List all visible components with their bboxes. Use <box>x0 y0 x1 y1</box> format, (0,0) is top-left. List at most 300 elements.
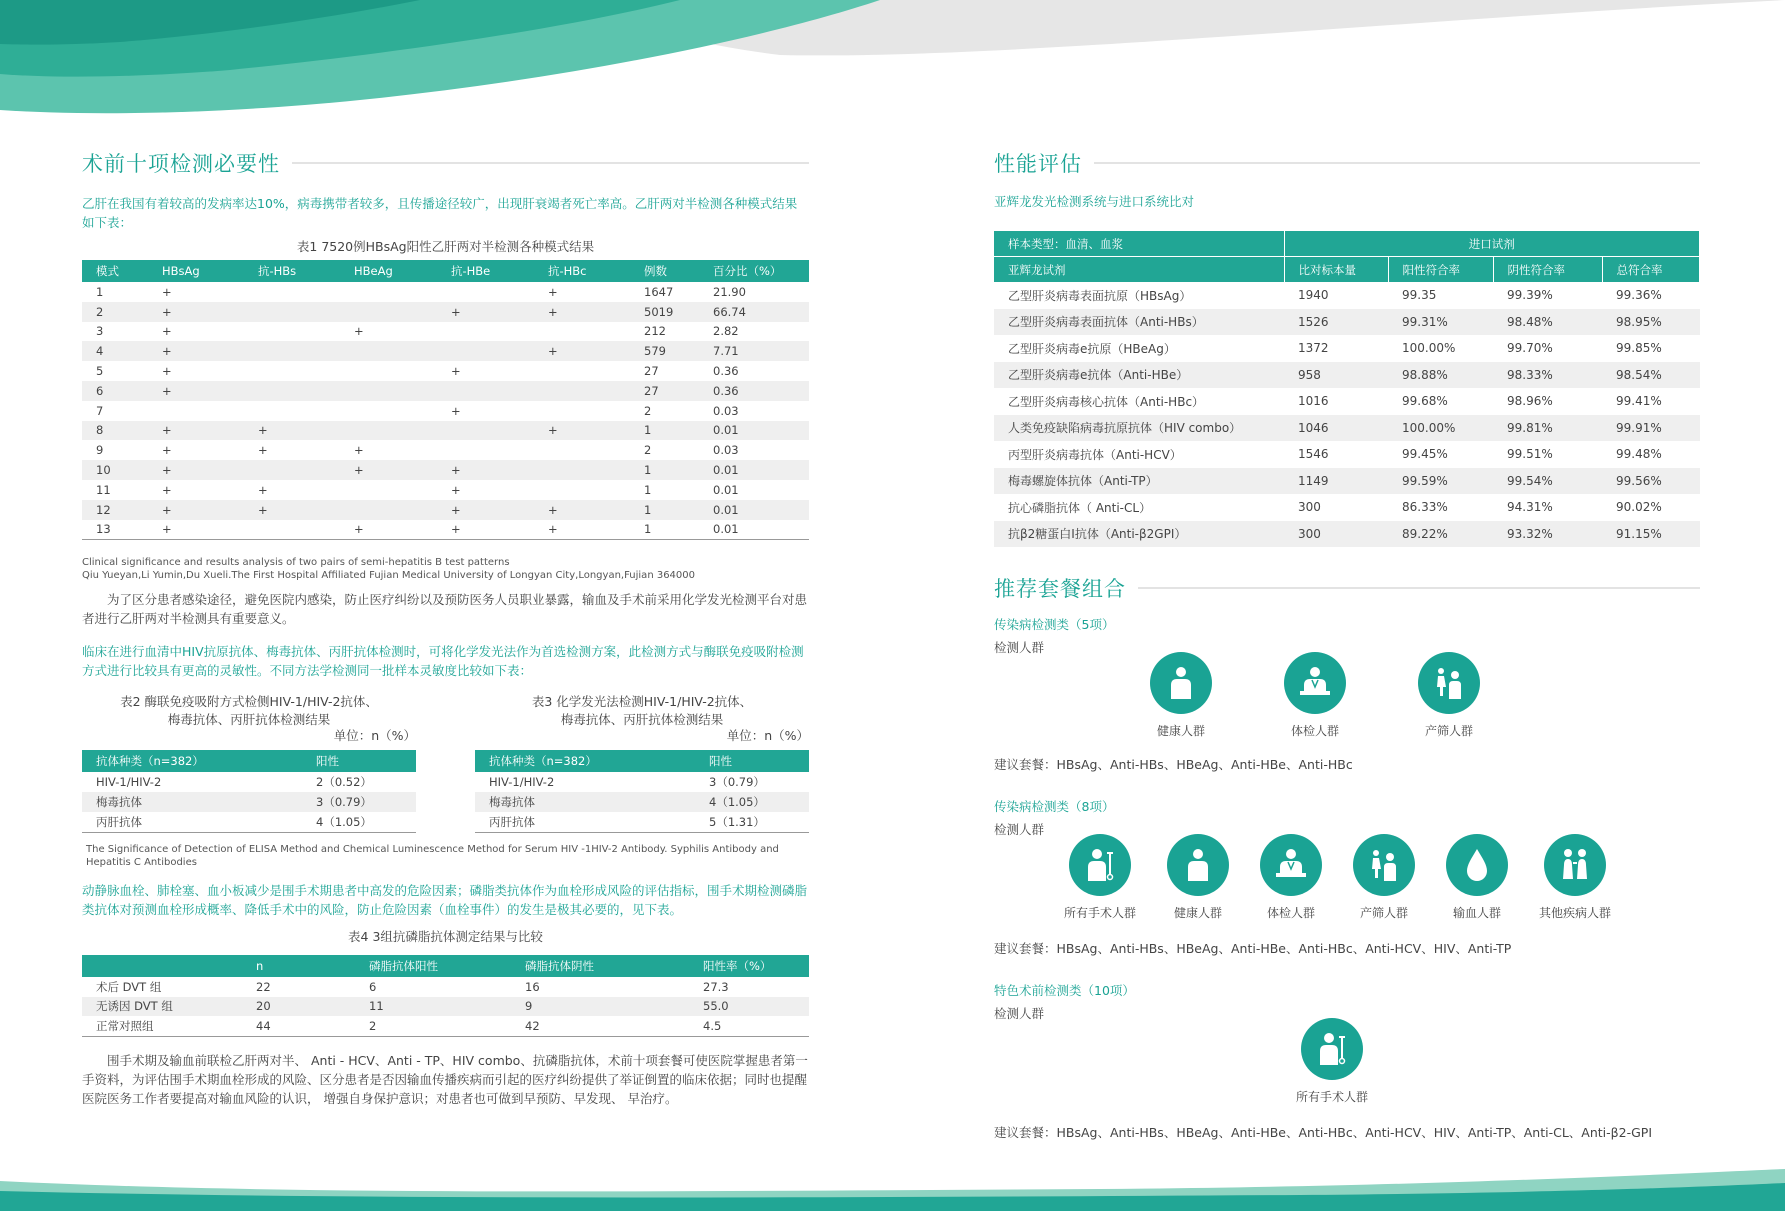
title-rule <box>292 162 809 164</box>
title-rule <box>1094 162 1700 164</box>
table-cell: 16 <box>525 979 540 994</box>
table-cell <box>534 401 630 421</box>
table-cell: 99.45% <box>1402 447 1448 462</box>
table-cell: 人类免疫缺陷病毒抗原抗体（HIV combo） <box>994 415 1284 442</box>
table-row <box>994 388 1700 415</box>
table-row <box>82 977 809 997</box>
table-row <box>82 460 809 480</box>
table-cell: 27 <box>630 381 699 401</box>
table-cell: 1 <box>630 460 699 480</box>
table-cell: 1526 <box>1284 309 1388 336</box>
perf-head-import: 进口试剂 <box>1284 231 1700 257</box>
table-row <box>82 1016 809 1036</box>
table-cell: + <box>451 482 461 497</box>
table-cell: 梅毒抗体 <box>82 792 302 812</box>
table-cell: 66.74 <box>699 302 809 322</box>
table-cell: + <box>354 443 364 458</box>
table-cell: 55.0 <box>689 997 809 1017</box>
table-cell: 7.71 <box>699 341 809 361</box>
table-cell <box>534 361 630 381</box>
table-cell: 1046 <box>1284 415 1388 442</box>
table-row <box>994 521 1700 548</box>
table-row <box>82 440 809 460</box>
population-label: 产筛人群 <box>1424 724 1473 738</box>
table-cell: 579 <box>630 341 699 361</box>
doctor-icon <box>1260 834 1322 896</box>
table-cell: 1 <box>630 421 699 441</box>
pack2-title: 传染病检测类（8项） <box>994 799 1115 814</box>
pack1-title: 传染病检测类（5项） <box>994 617 1115 632</box>
table-cell: 99.31% <box>1388 309 1493 336</box>
table-cell: 梅毒抗体 <box>475 792 695 812</box>
table-cell: 98.54% <box>1602 362 1700 389</box>
table23-note: The Significance of Detection of ELISA Method and Chemical Luminescence Method for Serum HIV -1HIV-2 Antibody. Syphilis Antibody and Hepatitis C Antibodies <box>86 843 779 868</box>
table-cell: 1647 <box>644 284 674 299</box>
table-cell: + <box>148 302 244 322</box>
table-cell: 11 <box>355 997 511 1017</box>
table-cell: + <box>162 443 172 458</box>
table-cell: 1940 <box>1298 288 1329 303</box>
table-cell: 丙肝抗体 <box>96 814 142 829</box>
table-cell: 乙型肝炎病毒核心抗体（Anti-HBc） <box>1008 394 1205 409</box>
surgery-icon <box>1301 1018 1363 1080</box>
table-cell: + <box>534 500 630 520</box>
table-cell: 6 <box>82 381 148 401</box>
table-row <box>994 441 1700 468</box>
hbv-pattern-table <box>82 260 809 540</box>
population-label: 所有手术人群 <box>1064 906 1137 920</box>
table-cell: 正常对照组 <box>96 1019 154 1034</box>
table-cell: + <box>148 341 244 361</box>
table-cell: + <box>148 460 244 480</box>
table-header-cell: 阳性 <box>695 750 809 772</box>
table-cell: + <box>148 500 244 520</box>
pack3-sub: 检测人群 <box>994 1006 1045 1021</box>
table-cell: 6 <box>369 979 377 994</box>
table-cell: + <box>534 341 630 361</box>
table-cell: 100.00% <box>1402 341 1456 356</box>
table-header-cell: HBsAg <box>148 260 244 282</box>
table-cell <box>340 361 437 381</box>
table-cell: 44 <box>256 1019 271 1034</box>
table-cell: 90.02% <box>1616 500 1662 515</box>
table-cell: + <box>451 522 461 537</box>
pack2-sub: 检测人群 <box>994 822 1045 837</box>
patient-icon <box>1544 834 1606 896</box>
table-cell <box>340 381 437 401</box>
table-row <box>82 997 809 1017</box>
table-cell <box>340 401 437 421</box>
table-cell: 89.22% <box>1388 521 1493 548</box>
table-cell: 22 <box>256 979 271 994</box>
table-cell <box>437 282 534 302</box>
table-cell: + <box>162 284 172 299</box>
table-row <box>82 792 416 812</box>
table-header-cell: 总符合率 <box>1602 257 1700 283</box>
performance-table <box>994 231 1700 547</box>
table-cell: 4.5 <box>703 1019 722 1034</box>
table-cell: 无诱因 DVT 组 <box>82 997 242 1017</box>
table4-caption: 表4 3组抗磷脂抗体测定结果与比较 <box>348 928 543 944</box>
table-cell: 5（1.31） <box>709 814 765 829</box>
table-row <box>994 282 1700 309</box>
table-cell <box>340 421 437 441</box>
table-header-cell: 亚辉龙试剂 <box>994 257 1284 283</box>
population-item <box>1064 834 1136 921</box>
table-row <box>994 415 1700 442</box>
table-cell: 99.70% <box>1507 341 1553 356</box>
left-column <box>82 148 809 1108</box>
table-cell: 13 <box>96 522 111 537</box>
table-header-cell: 模式 <box>82 260 148 282</box>
table-cell <box>534 480 630 500</box>
pack3-icon-row <box>994 1018 1700 1105</box>
table-header-cell: 磷脂抗体阳性 <box>355 955 511 977</box>
table-cell: 99.39% <box>1507 288 1553 303</box>
perf-subtitle: 亚辉龙发光检测系统与进口系统比对 <box>994 194 1195 209</box>
table-cell: 300 <box>1298 500 1321 515</box>
table-row <box>994 494 1700 521</box>
table-cell: 98.48% <box>1493 309 1602 336</box>
table-header-cell: 抗体种类（n=382） <box>82 750 302 772</box>
table-cell: 2 <box>82 302 148 322</box>
table-cell: 1 <box>644 522 652 537</box>
table-header-cell: 磷脂抗体阴性 <box>511 955 689 977</box>
person-icon <box>1150 652 1212 714</box>
table3-caption-line2: 梅毒抗体、丙肝抗体检测结果 <box>560 712 724 728</box>
prenatal-icon <box>1418 652 1480 714</box>
prenatal-icon <box>1353 834 1415 896</box>
table-cell: 4（1.05） <box>316 814 372 829</box>
pack2-icon-row <box>994 834 1700 921</box>
person-icon <box>1167 834 1229 896</box>
table-cell: 1 <box>96 284 104 299</box>
table-cell: 1149 <box>1284 468 1388 495</box>
pack1-sub: 检测人群 <box>994 640 1045 655</box>
table-cell: 9 <box>511 997 689 1017</box>
table-cell: 99.41% <box>1616 394 1662 409</box>
table-cell: 乙型肝炎病毒表面抗原（HBsAg） <box>1008 288 1192 303</box>
table-cell: + <box>437 460 534 480</box>
table-cell <box>244 341 340 361</box>
table1-note-line1: Clinical significance and results analysis of two pairs of semi-hepatitis B test patterns <box>82 557 510 569</box>
table-cell <box>340 282 437 302</box>
table-cell: 4 <box>82 341 148 361</box>
table-cell: + <box>162 522 172 537</box>
table-cell: + <box>148 381 244 401</box>
table-cell: 0.03 <box>713 403 739 418</box>
table-row <box>82 302 809 322</box>
table1-caption: 表1 7520例HBsAg阳性乙肝两对半检测各种模式结果 <box>296 239 595 254</box>
table-header-cell: 阳性符合率 <box>1388 257 1493 283</box>
population-label: 所有手术人群 <box>1296 1090 1369 1104</box>
table-cell <box>534 322 630 342</box>
table-row <box>82 282 809 302</box>
table-cell: + <box>548 522 558 537</box>
table-row <box>82 520 809 540</box>
table-cell: HIV-1/HIV-2 <box>96 775 162 790</box>
table-row <box>994 309 1700 336</box>
table-cell: 0.01 <box>699 460 809 480</box>
table-cell: + <box>354 522 364 537</box>
table-cell: 27 <box>644 364 659 379</box>
pack1-icon-row <box>994 652 1700 739</box>
table-cell: 2 <box>369 1019 377 1034</box>
table2-caption-line1: 表2 酶联免疫吸附方式检侧HIV-1/HIV-2抗体、 <box>120 694 378 710</box>
table-cell: 1 <box>630 500 699 520</box>
table-header-cell <box>82 955 242 977</box>
table-cell <box>244 322 340 342</box>
right-title: 性能评估 <box>994 152 1082 176</box>
left-section-heading <box>82 148 809 178</box>
table-row <box>475 812 809 832</box>
table-header-cell: 阳性率（%） <box>689 955 809 977</box>
population-item <box>1284 652 1346 739</box>
table-cell: 8 <box>82 421 148 441</box>
table-cell: + <box>244 421 340 441</box>
table-row <box>82 480 809 500</box>
table-cell <box>437 440 534 460</box>
doctor-icon <box>1284 652 1346 714</box>
table-row <box>82 322 809 342</box>
rec-title: 推荐套餐组合 <box>994 577 1126 601</box>
rec-section-heading <box>994 573 1700 603</box>
table-cell: + <box>148 421 244 441</box>
table-row <box>475 772 809 792</box>
table-cell: 2 <box>644 443 652 458</box>
table-cell: 99.36% <box>1616 288 1662 303</box>
table-row <box>82 812 416 832</box>
perf-head-sample-type: 样本类型：血清、血浆 <box>994 231 1284 257</box>
antiphospholipid-table <box>82 955 809 1037</box>
table-row <box>82 401 809 421</box>
table-cell: 100.00% <box>1388 415 1493 442</box>
para-hiv-detection: 临床在进行血清中HIV抗原抗体、梅毒抗体、丙肝抗体检测时，可将化学发光法作为首选检测方案，此检测方式与酶联免疫吸附检测方式进行比较具有更高的灵敏性。不同方法学检测同一批样本灵敏度比较如下表： <box>82 644 804 679</box>
pack2-suggest: 建议套餐：HBsAg、Anti-HBs、HBeAg、Anti-HBe、Anti-HBc、Anti-HCV、HIV、Anti-TP <box>994 941 1512 956</box>
table-cell <box>340 480 437 500</box>
table-cell: 99.68% <box>1402 394 1448 409</box>
table-cell: + <box>451 403 461 418</box>
table-cell: 99.59% <box>1388 468 1493 495</box>
population-label: 其他疾病人群 <box>1539 906 1612 920</box>
table-cell: + <box>244 500 340 520</box>
table-cell: HIV-1/HIV-2 <box>489 775 555 790</box>
pack1-suggest: 建议套餐：HBsAg、Anti-HBs、HBeAg、Anti-HBe、Anti-HBc <box>994 757 1353 772</box>
table-header-cell: 抗-HBs <box>244 260 340 282</box>
table-cell: 300 <box>1284 521 1388 548</box>
table-cell: 3（0.79） <box>709 775 765 790</box>
table-cell: 27.3 <box>703 979 729 994</box>
table-cell: 98.88% <box>1388 362 1493 389</box>
table-cell: + <box>437 500 534 520</box>
table-cell: + <box>548 284 558 299</box>
table-cell: 5 <box>96 364 104 379</box>
population-label: 体检人群 <box>1267 906 1316 920</box>
table-header-cell: 百分比（%） <box>699 260 809 282</box>
table-cell: 丙型肝炎病毒抗体（Anti-HCV） <box>1008 447 1182 462</box>
table-cell: 梅毒螺旋体抗体（Anti-TP） <box>994 468 1284 495</box>
table-cell: 丙肝抗体 <box>489 814 535 829</box>
table-cell <box>437 421 534 441</box>
table-cell <box>244 282 340 302</box>
table-row <box>994 362 1700 389</box>
table-cell: 抗β2糖蛋白Ⅰ抗体（Anti-β2GPⅠ） <box>994 521 1284 548</box>
population-item <box>1418 652 1480 739</box>
pack3-title: 特色术前检测类（10项） <box>994 983 1135 998</box>
table-cell: 1016 <box>1298 394 1329 409</box>
table-cell <box>340 500 437 520</box>
table3-unit: 单位：n（%） <box>726 728 809 744</box>
table-row <box>82 772 416 792</box>
table-row <box>82 500 809 520</box>
table-cell <box>244 401 340 421</box>
table-header-cell: 例数 <box>630 260 699 282</box>
table-cell: 0.36 <box>713 364 739 379</box>
table-cell <box>437 322 534 342</box>
table-cell: 5019 <box>630 302 699 322</box>
table-cell: + <box>437 302 534 322</box>
para-conclusion: 围手术期及输血前联检乙肝两对半、 Anti - HCV、Anti - TP、HIV combo、抗磷脂抗体，术前十项套餐可使医院掌握患者第一手资料，为评估围手术期血栓形成的风险、区分患者是否因输血传播疾病而引起的医疗纠纷提供了举证倒置的临床依据；同时也提醒医院医务工作者要提高对输血风险的认识， 增强自身保护意识；对患者也可做到早预防、早发现、 早治疗。 <box>82 1053 808 1107</box>
left-title: 术前十项检测必要性 <box>82 152 280 176</box>
table-cell <box>244 381 340 401</box>
table-row <box>475 792 809 812</box>
table-row <box>994 468 1700 495</box>
table2-block <box>82 692 416 832</box>
table-row <box>82 421 809 441</box>
table-cell: 抗心磷脂抗体（ Anti-CL） <box>1008 500 1152 515</box>
title-rule <box>1138 587 1700 589</box>
elisa-table <box>82 750 416 832</box>
table-cell: 2 <box>644 403 652 418</box>
table-cell: 0.01 <box>699 421 809 441</box>
table-cell: 1546 <box>1298 447 1329 462</box>
table-header-cell: 抗-HBc <box>534 260 630 282</box>
table-cell: 20 <box>242 997 355 1017</box>
table-cell: 11 <box>96 482 111 497</box>
table-cell: 术后 DVT 组 <box>96 979 162 994</box>
surgery-icon <box>1069 834 1131 896</box>
table-cell: 7 <box>96 403 104 418</box>
table-cell: 0.01 <box>699 500 809 520</box>
population-item <box>1167 834 1229 921</box>
table-cell: 42 <box>525 1019 540 1034</box>
population-label: 健康人群 <box>1156 724 1205 738</box>
table-cell <box>534 440 630 460</box>
population-item <box>1150 652 1212 739</box>
table-cell: 99.85% <box>1616 341 1662 356</box>
table-cell: + <box>162 364 172 379</box>
table-row <box>994 335 1700 362</box>
right-column <box>994 148 1700 1141</box>
population-label: 健康人群 <box>1174 906 1223 920</box>
bottom-wave-decoration <box>0 1161 1785 1211</box>
blood-drop-icon <box>1446 834 1508 896</box>
table-cell <box>437 381 534 401</box>
table-cell: 212 <box>644 324 666 339</box>
clia-table <box>475 750 809 832</box>
table-cell: 1 <box>644 482 652 497</box>
table-cell: 91.15% <box>1602 521 1700 548</box>
table-cell <box>244 520 340 540</box>
table-cell: 乙型肝炎病毒e抗原（HBeAg） <box>1008 341 1176 356</box>
table-cell <box>340 341 437 361</box>
population-item <box>1260 834 1322 921</box>
table3-block <box>475 692 809 832</box>
table-cell: 99.81% <box>1493 415 1602 442</box>
top-wave-decoration <box>0 0 1785 130</box>
table-cell: 0.03 <box>713 443 739 458</box>
table-cell <box>437 341 534 361</box>
table-cell <box>148 401 244 421</box>
population-item <box>1539 834 1611 921</box>
table-cell: 98.95% <box>1602 309 1700 336</box>
table-cell: 1372 <box>1298 341 1329 356</box>
table-cell: 0.01 <box>713 482 739 497</box>
table-cell: 99.56% <box>1602 468 1700 495</box>
table-cell: 99.91% <box>1602 415 1700 442</box>
table-cell: 2.82 <box>713 324 739 339</box>
table-cell: 12 <box>82 500 148 520</box>
table-cell: 2（0.52） <box>316 775 372 790</box>
population-item <box>1446 834 1508 921</box>
table-cell: 3 <box>96 324 104 339</box>
table2-caption-line2: 梅毒抗体、丙肝抗体检测结果 <box>167 712 331 728</box>
table-cell: 99.35 <box>1402 288 1437 303</box>
table-cell: 9 <box>96 443 104 458</box>
table-cell: 4（1.05） <box>695 792 809 812</box>
table-cell: 86.33% <box>1402 500 1448 515</box>
table2-unit: 单位：n（%） <box>333 728 416 744</box>
table-cell: 99.48% <box>1616 447 1662 462</box>
table-cell: 99.54% <box>1493 468 1602 495</box>
table-cell: 0.01 <box>713 522 739 537</box>
table-cell: 乙型肝炎病毒e抗体（Anti-HBe） <box>994 362 1284 389</box>
table-cell: 98.33% <box>1493 362 1602 389</box>
intro-text: 乙肝在我国有着较高的发病率达10%，病毒携带者较多，且传播途径较广，出现肝衰竭者死亡率高。乙肝两对半检测各种模式结果如下表： <box>82 196 798 230</box>
table-cell: + <box>534 421 630 441</box>
table-header-cell: HBeAg <box>340 260 437 282</box>
table-cell: 0.36 <box>699 381 809 401</box>
population-label: 产筛人群 <box>1360 906 1409 920</box>
table-cell: + <box>258 482 268 497</box>
table-cell <box>534 381 630 401</box>
table-cell: 21.90 <box>713 284 746 299</box>
table-cell <box>534 460 630 480</box>
table-cell: 乙型肝炎病毒表面抗体（Anti-HBs） <box>994 309 1284 336</box>
right-section-heading <box>994 148 1700 178</box>
table-cell: 99.51% <box>1507 447 1553 462</box>
population-label: 输血人群 <box>1453 906 1502 920</box>
table-row <box>82 341 809 361</box>
table-row <box>82 361 809 381</box>
table-cell: + <box>258 443 268 458</box>
table-header-cell: 抗体种类（n=382） <box>475 750 695 772</box>
population-item <box>1296 1018 1368 1105</box>
table-cell: 94.31% <box>1507 500 1553 515</box>
population-item <box>1353 834 1415 921</box>
table-cell: 958 <box>1284 362 1388 389</box>
table-cell <box>244 460 340 480</box>
table-cell: 93.32% <box>1493 521 1602 548</box>
table-cell: + <box>340 460 437 480</box>
table-header-cell: 抗-HBe <box>437 260 534 282</box>
table-cell: 98.96% <box>1507 394 1553 409</box>
table-cell <box>244 302 340 322</box>
table-cell: + <box>354 324 364 339</box>
table-cell: 10 <box>82 460 148 480</box>
table-cell <box>244 361 340 381</box>
table-cell: + <box>162 324 172 339</box>
